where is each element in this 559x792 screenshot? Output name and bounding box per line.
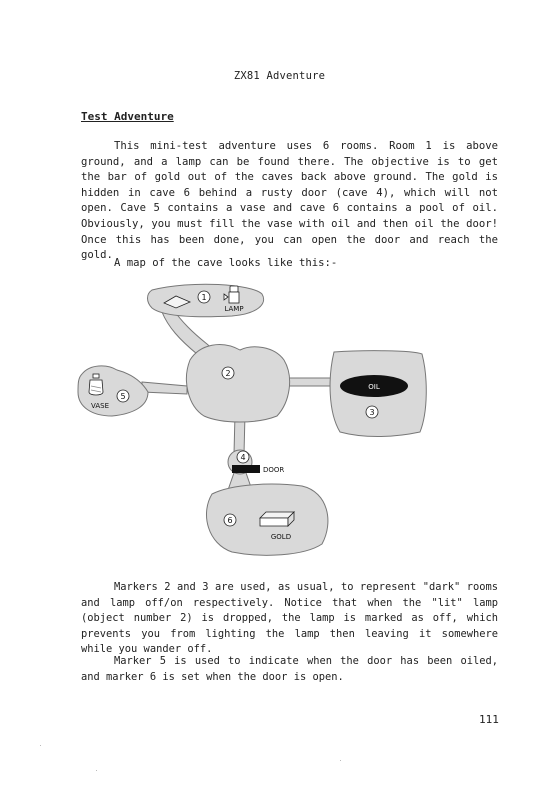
room-number-1: 1 [201,293,207,302]
scan-speck [340,760,341,761]
section-title: Test Adventure [81,110,174,123]
map-intro-paragraph [81,256,498,272]
marker5-text: Marker 5 is used to indicate when the door has been oiled, and marker 6 is set when the door is open. [81,655,498,683]
intro-text: This mini-test adventure uses 6 rooms. Room 1 is above ground, and a lamp can be found there. The objective is to get the bar of gold out of the caves back above ground. The gold is hidden in cave 6 behind a rusty door (cave 4), which will not open. Cave 5 contains a vase and cave 6 contains a pool of oil. Obviously, you must fill the vase with oil and then oil the door! Once this has been done, you can open the door and reach the gold. [81,140,498,262]
map-intro-text: A map of the cave looks like this:- [114,257,338,269]
gold-label: GOLD [270,533,292,541]
markers-paragraph [81,580,498,658]
room-number-3: 3 [369,408,375,417]
room-number-6: 6 [227,516,233,525]
lamp-label: LAMP [224,305,244,313]
page-header: ZX81 Adventure [233,70,326,82]
room-number-2: 2 [225,369,231,378]
room-number-5: 5 [120,392,126,401]
cave-map [72,282,432,578]
passage-2-3 [282,378,337,386]
intro-paragraph [81,139,498,264]
markers-text: Markers 2 and 3 are used, as usual, to represent "dark" rooms and lamp off/on respectively. Notice that when the "lit" lamp (object number 2) is dropped, the lamp is marked as off, which prevents you from lighting the lamp then leaving it somewhere while you wander off. [81,581,498,656]
door-bar [232,465,260,473]
passage-2-5 [142,382,187,394]
door-label: DOOR [263,466,285,474]
scan-speck [40,745,41,746]
room-2 [186,345,289,422]
room-5 [78,366,148,416]
marker5-paragraph [81,654,498,685]
room-number-4: 4 [240,453,246,462]
page-number: 111 [479,713,499,726]
scan-speck [96,770,97,771]
gold-bar-icon [260,512,294,526]
vase-label: VASE [91,402,109,410]
oil-label: OIL [368,383,380,391]
